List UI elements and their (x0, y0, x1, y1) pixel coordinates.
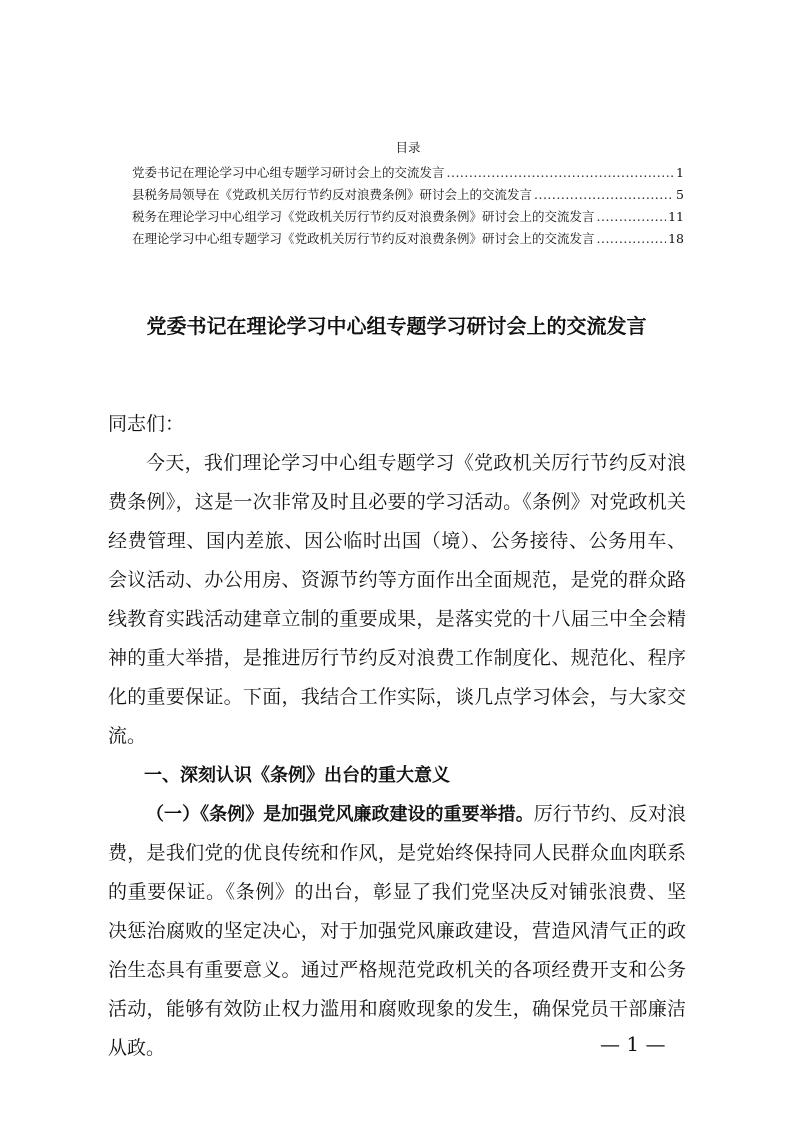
toc-leader-dots (597, 228, 667, 250)
toc-entry-page: 1 (676, 165, 684, 180)
toc-leader-dots (447, 162, 675, 184)
toc-entry-page: 11 (668, 209, 684, 224)
subsection-paragraph (108, 795, 686, 1068)
subsection-text: 厉行节约、反对浪费，是我们党的优良传统和作风，是党始终保持同人民群众血肉联系的重要保证。《条例》的出台，彰显了我们党坚决反对铺张浪费、坚决惩治腐败的坚定决心，对于加强党风廉政建设，营造风清气正的政治生态具有重要意义。通过严格规范党政机关的各项经费开支和公务活动，能够有效防止权力滥用和腐败现象的发生，确保党员干部廉洁从政。 (108, 803, 686, 1059)
intro-paragraph: 今天，我们理论学习中心组专题学习《党政机关厉行节约反对浪费条例》，这是一次非常及时且必要的学习活动。《条例》对党政机关经费管理、国内差旅、因公临时出国（境）、公务接待、公务用车、会议活动、办公用房、资源节约等方面作出全面规范，是党的群众路线教育实践活动建章立制的重要成果，是落实党的十八届三中全会精神的重大举措，是推进厉行节约反对浪费工作制度化、规范化、程序化的重要保证。下面，我结合工作实际，谈几点学习体会，与大家交流。 (108, 452, 686, 747)
subsection-heading: （一）《条例》是加强党风廉政建设的重要举措。 (146, 804, 534, 825)
toc-entry-page: 18 (668, 231, 684, 246)
toc-title: 目录 (395, 140, 421, 155)
toc-entry-text: 税务在理论学习中心组学习《党政机关厉行节约反对浪费条例》研讨会上的交流发言 (132, 209, 595, 224)
document-title: 党委书记在理论学习中心组专题学习研讨会上的交流发言 (146, 314, 647, 338)
toc-entry[interactable] (132, 184, 684, 206)
section-heading: 一、深刻认识《条例》出台的重大意义 (144, 765, 450, 786)
toc-entry-text: 县税务局领导在《党政机关厉行节约反对浪费条例》研讨会上的交流发言 (132, 187, 533, 202)
document-body (108, 405, 686, 1068)
toc-leader-dots (534, 184, 674, 206)
toc-leader-dots (597, 206, 667, 228)
toc-entry[interactable] (132, 206, 684, 228)
toc-entry-text: 党委书记在理论学习中心组专题学习研讨会上的交流发言 (132, 165, 445, 180)
toc-entry[interactable] (132, 228, 684, 250)
page-number: — 1 — (600, 1032, 666, 1056)
table-of-contents (132, 140, 684, 250)
salutation: 同志们： (108, 413, 185, 435)
toc-entry[interactable] (132, 162, 684, 184)
toc-entry-page: 5 (676, 187, 684, 202)
toc-entry-text: 在理论学习中心组专题学习《党政机关厉行节约反对浪费条例》研讨会上的交流发言 (132, 231, 595, 246)
